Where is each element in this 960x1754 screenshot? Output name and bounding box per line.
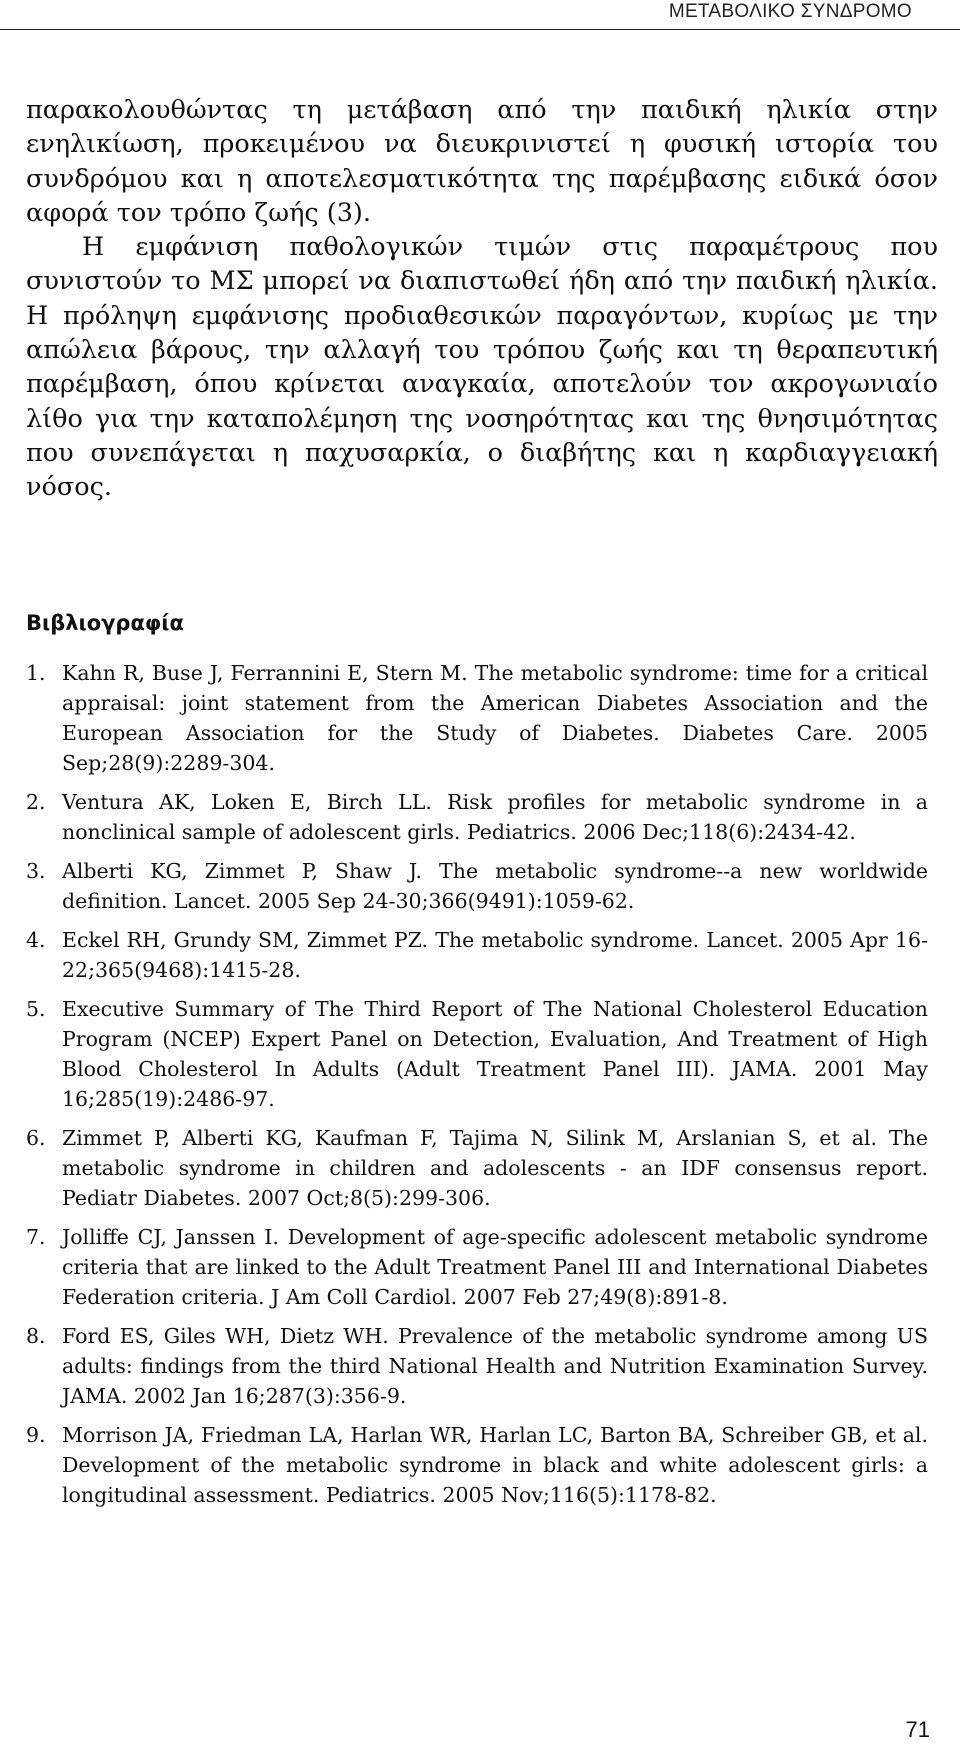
- reference-number: 3.: [26, 859, 46, 883]
- page-number: 71: [905, 1717, 930, 1742]
- reference-text: Kahn R, Buse J, Ferrannini E, Stern M. The metabolic syndrome: time for a critical appraisal: joint statement from the American Diabetes Association and the European Association for the Study of Diabetes. Diabetes Care. 2005 Sep;28(9):2289-304.: [62, 661, 928, 775]
- reference-text: Ford ES, Giles WH, Dietz WH. Prevalence of the metabolic syndrome among US adults: findings from the third National Health and Nutrition Examination Survey. JAMA. 2002 Jan 16;287(3):356-9.: [62, 1324, 928, 1408]
- body-paragraph: Η εμφάνιση παθολογικών τιμών στις παραμέτρους που συνιστούν το ΜΣ μπορεί να διαπιστωθεί ήδη από την παιδική ηλικία. Η πρόληψη εμφάνισης προδιαθεσικών παραγόντων, κυρίως με την απώλεια βάρους, την αλλαγή του τρόπου ζωής και τη θεραπευτική παρέμβαση, όπου κρίνεται αναγκαία, αποτελούν τον ακρογωνιαίο λίθο για την καταπολέμηση της νοσηρότητας και της θνησιμότητας που συνεπάγεται η παχυσαρκία, ο διαβήτης και η καρδιαγγειακή νόσος.: [26, 232, 938, 503]
- reference-number: 8.: [26, 1324, 46, 1348]
- reference-number: 5.: [26, 997, 46, 1021]
- reference-item: [26, 925, 928, 985]
- reference-list: [26, 658, 928, 1519]
- body-paragraph: παρακολουθώντας τη μετάβαση από την παιδική ηλικία στην ενηλικίωση, προκειμένου να διευκρινιστεί η φυσική ιστορία του συνδρόμου και η αποτελεσματικότητα της παρέμβασης ειδικά όσον αφορά τον τρόπο ζωής (3).: [26, 95, 938, 228]
- reference-number: 9.: [26, 1423, 46, 1447]
- reference-number: 4.: [26, 928, 46, 952]
- reference-item: [26, 1420, 928, 1510]
- reference-number: 1.: [26, 661, 46, 685]
- reference-item: [26, 658, 928, 778]
- reference-number: 2.: [26, 790, 46, 814]
- reference-number: 7.: [26, 1225, 46, 1249]
- bibliography-heading: Βιβλιογραφία: [26, 611, 184, 635]
- body-text: [26, 93, 938, 505]
- reference-text: Executive Summary of The Third Report of The National Cholesterol Education Program (NCEP) Expert Panel on Detection, Evaluation, And Treatment of High Blood Cholesterol In Adults (Adult Treatment Panel III). JAMA. 2001 May 16;285(19):2486-97.: [62, 997, 928, 1111]
- reference-text: Ventura AK, Loken E, Birch LL. Risk profiles for metabolic syndrome in a nonclinical sample of adolescent girls. Pediatrics. 2006 Dec;118(6):2434-42.: [62, 790, 928, 844]
- reference-item: [26, 1123, 928, 1213]
- reference-item: [26, 856, 928, 916]
- reference-item: [26, 1321, 928, 1411]
- running-title: ΜΕΤΑΒΟΛΙΚΟ ΣΥΝΔΡΟΜΟ: [668, 1, 912, 22]
- reference-text: Eckel RH, Grundy SM, Zimmet PZ. The metabolic syndrome. Lancet. 2005 Apr 16-22;365(9468):1415-28.: [62, 928, 928, 982]
- reference-text: Alberti KG, Zimmet P, Shaw J. The metabolic syndrome--a new worldwide definition. Lancet. 2005 Sep 24-30;366(9491):1059-62.: [62, 859, 928, 913]
- reference-text: Zimmet P, Alberti KG, Kaufman F, Tajima N, Silink M, Arslanian S, et al. The metabolic syndrome in children and adolescents - an IDF consensus report. Pediatr Diabetes. 2007 Oct;8(5):299-306.: [62, 1126, 928, 1210]
- reference-number: 6.: [26, 1126, 46, 1150]
- reference-text: Morrison JA, Friedman LA, Harlan WR, Harlan LC, Barton BA, Schreiber GB, et al. Development of the metabolic syndrome in black and white adolescent girls: a longitudinal assessment. Pediatrics. 2005 Nov;116(5):1178-82.: [62, 1423, 928, 1507]
- reference-text: Jolliffe CJ, Janssen I. Development of age-specific adolescent metabolic syndrome criteria that are linked to the Adult Treatment Panel III and International Diabetes Federation criteria. J Am Coll Cardiol. 2007 Feb 27;49(8):891-8.: [62, 1225, 928, 1309]
- running-header: [0, 0, 960, 30]
- reference-item: [26, 787, 928, 847]
- reference-item: [26, 1222, 928, 1312]
- reference-item: [26, 994, 928, 1114]
